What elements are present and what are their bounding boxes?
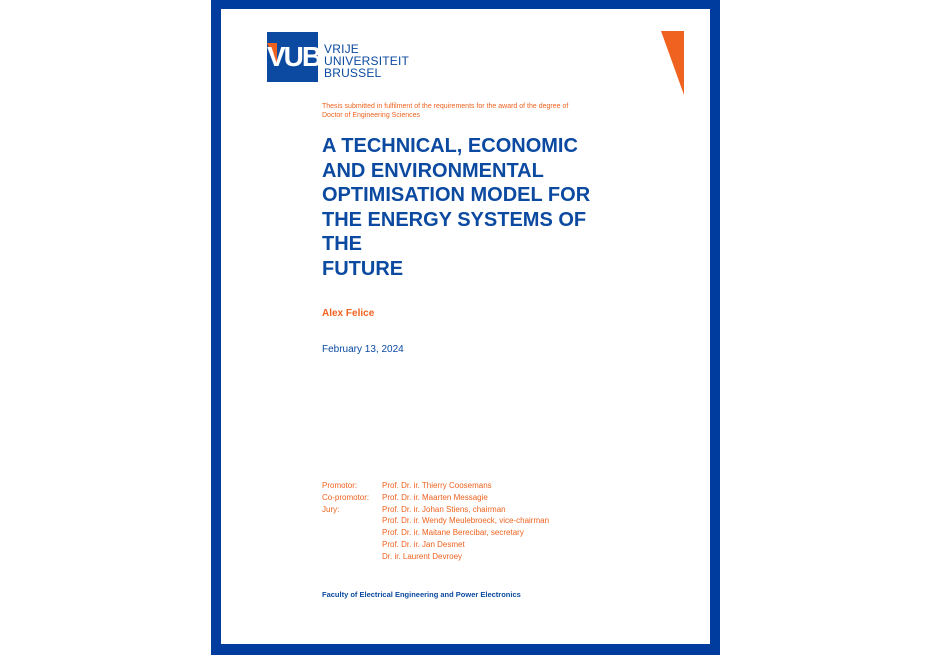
jury-member: Prof. Dr. ir. Jan Desmet [382, 539, 465, 549]
jury-member: Prof. Dr. ir. Johan Stiens, chairman [382, 504, 506, 514]
vub-logo-wordmark [324, 43, 409, 79]
jury-member: Prof. Dr. ir. Maitane Berecibar, secretary [382, 528, 524, 538]
jury-member: Prof. Dr. ir. Wendy Meulebroeck, vice-chairman [382, 516, 550, 526]
degree-statement-line: Doctor of Engineering Sciences [322, 112, 421, 119]
jury-member: Dr. ir. Laurent Devroey [382, 551, 463, 561]
promotor-label: Promotor: [322, 481, 358, 490]
vub-logo [267, 32, 427, 82]
title-line: AND ENVIRONMENTAL [322, 159, 544, 182]
defense-date: February 13, 2024 [322, 344, 404, 355]
vub-logo-mark [267, 32, 321, 82]
copromotor-label: Co-promotor: [322, 492, 370, 502]
corner-triangle-decoration [661, 31, 684, 95]
jury-members [382, 504, 652, 563]
faculty-name: Faculty of Electrical Engineering and Power Electronics [322, 590, 521, 599]
logo-line: BRUSSEL [324, 66, 382, 80]
copromotor-name: Prof. Dr. ir. Maarten Messagie [382, 492, 488, 502]
thesis-cover-page [221, 9, 710, 644]
promotor-name: Prof. Dr. ir. Thierry Coosemans [382, 481, 492, 490]
title-line: THE ENERGY SYSTEMS OF THE [322, 208, 587, 255]
vub-logo-letters: VUB [267, 41, 321, 72]
logo-line: UNIVERSITEIT [324, 54, 410, 68]
author-name: Alex Felice [322, 308, 375, 319]
title-line: OPTIMISATION MODEL FOR [322, 184, 591, 206]
thesis-title [322, 134, 622, 281]
title-line: FUTURE [322, 257, 404, 280]
degree-statement [322, 102, 642, 120]
copromotor-row [322, 492, 652, 504]
committee-list [322, 480, 652, 563]
jury-row [322, 504, 652, 563]
jury-label: Jury: [322, 504, 340, 514]
logo-line: VRIJE [324, 42, 360, 56]
promotor-row [322, 480, 652, 492]
degree-statement-line: Thesis submitted in fulfilment of the requirements for the award of the degree of [322, 103, 569, 110]
title-line: A TECHNICAL, ECONOMIC [322, 135, 578, 157]
